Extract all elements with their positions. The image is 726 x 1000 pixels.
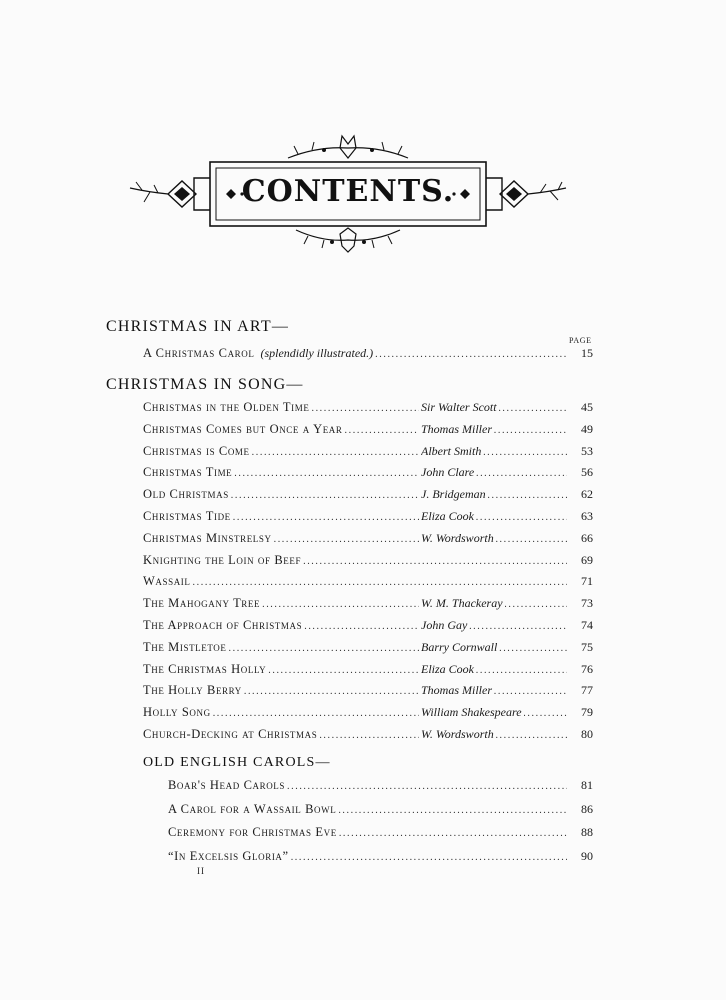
toc-entry[interactable] bbox=[143, 640, 593, 658]
author-column bbox=[421, 400, 569, 415]
entry-title: Old Christmas bbox=[143, 487, 229, 502]
entry-page: 15 bbox=[581, 346, 593, 360]
leader-dots bbox=[311, 403, 419, 414]
author-column bbox=[421, 487, 569, 502]
entry-title: The Holly Berry bbox=[143, 683, 242, 698]
toc-entry[interactable] bbox=[168, 802, 593, 820]
entry-title: Christmas in the Olden Time bbox=[143, 400, 310, 414]
leader-dots bbox=[268, 665, 419, 676]
leader-dots bbox=[233, 512, 419, 523]
folio-number: II bbox=[197, 866, 205, 876]
entry-page: 88 bbox=[581, 825, 593, 839]
entry-title: The Christmas Holly bbox=[143, 661, 267, 676]
toc-entry[interactable] bbox=[143, 509, 593, 527]
entry-author: Sir Walter Scott bbox=[421, 400, 497, 414]
leader-dots bbox=[234, 468, 419, 479]
leader-dots bbox=[476, 512, 567, 523]
entry-author: John Clare bbox=[421, 465, 475, 480]
page-column-label: PAGE bbox=[569, 336, 592, 345]
toc-entry[interactable] bbox=[143, 705, 593, 723]
author-column bbox=[421, 422, 569, 437]
entry-title: Church-Decking at Christmas bbox=[143, 727, 318, 741]
leader-dots bbox=[505, 599, 567, 610]
leader-dots bbox=[494, 425, 567, 436]
title-ornament bbox=[128, 134, 568, 254]
entry-page: 80 bbox=[581, 727, 593, 741]
leader-dots bbox=[304, 621, 419, 632]
entry-author: Eliza Cook bbox=[421, 661, 474, 676]
leader-dots bbox=[483, 447, 567, 458]
entry-page: 79 bbox=[581, 705, 593, 720]
entry-title: The Mistletoe bbox=[143, 639, 227, 654]
leader-dots bbox=[287, 781, 567, 792]
leader-dots bbox=[339, 828, 567, 839]
entry-page: 63 bbox=[581, 509, 593, 523]
author-column bbox=[421, 705, 569, 720]
toc-entry[interactable] bbox=[168, 825, 593, 843]
toc-entry[interactable] bbox=[143, 487, 593, 505]
entry-page: 62 bbox=[581, 487, 593, 502]
entry-author: William Shakespeare bbox=[421, 705, 522, 720]
leader-dots bbox=[319, 730, 419, 741]
entry-page: 76 bbox=[581, 661, 593, 676]
toc-entry[interactable] bbox=[143, 422, 593, 440]
author-column bbox=[421, 596, 569, 611]
author-column bbox=[421, 465, 569, 480]
leader-dots bbox=[231, 490, 419, 501]
leader-dots bbox=[524, 708, 567, 719]
leader-dots bbox=[262, 599, 419, 610]
entry-page: 71 bbox=[581, 574, 593, 589]
entry-title: Christmas Comes but Once a Year bbox=[143, 421, 343, 436]
toc-entry[interactable] bbox=[143, 596, 593, 614]
entry-title: Boar's Head Carols bbox=[168, 778, 286, 792]
entry-page: 81 bbox=[581, 778, 593, 792]
author-column bbox=[421, 509, 569, 524]
leader-dots bbox=[494, 686, 567, 697]
leader-dots bbox=[496, 730, 567, 741]
leader-dots bbox=[338, 805, 567, 816]
leader-dots bbox=[499, 403, 567, 414]
entry-title: “In Excelsis Gloria” bbox=[168, 848, 289, 863]
entry-author: W. Wordsworth bbox=[421, 727, 494, 741]
author-column bbox=[421, 618, 569, 633]
section-heading-carols: OLD ENGLISH CAROLS— bbox=[143, 755, 331, 770]
entry-author: Thomas Miller bbox=[421, 421, 493, 436]
section-heading-song: CHRISTMAS IN SONG— bbox=[106, 376, 304, 393]
entry-page: 77 bbox=[581, 683, 593, 698]
entry-title: A Christmas Carol bbox=[143, 346, 255, 360]
entry-note: (splendidly illustrated.) bbox=[260, 346, 374, 360]
toc-entry[interactable] bbox=[143, 662, 593, 680]
leader-dots bbox=[476, 468, 567, 479]
toc-entry[interactable] bbox=[143, 346, 593, 364]
leader-dots bbox=[229, 643, 420, 654]
toc-entry[interactable] bbox=[143, 553, 593, 571]
toc-entry[interactable] bbox=[168, 778, 593, 796]
author-column bbox=[421, 683, 569, 698]
entry-author: W. Wordsworth bbox=[421, 530, 494, 545]
entry-page: 56 bbox=[581, 465, 593, 480]
leader-dots bbox=[496, 534, 567, 545]
author-column bbox=[421, 531, 569, 546]
author-column bbox=[421, 727, 569, 742]
leader-dots bbox=[252, 447, 419, 458]
leader-dots bbox=[244, 686, 419, 697]
entry-title: Holly Song bbox=[143, 705, 211, 720]
leader-dots bbox=[303, 556, 567, 567]
entry-page: 73 bbox=[581, 596, 593, 611]
leader-dots bbox=[345, 425, 419, 436]
entry-page: 90 bbox=[581, 848, 593, 863]
entry-page: 53 bbox=[581, 443, 593, 458]
entry-page: 69 bbox=[581, 552, 593, 567]
leader-dots bbox=[193, 577, 567, 588]
toc-entry[interactable] bbox=[143, 683, 593, 701]
page-title: CONTENTS. bbox=[241, 174, 455, 209]
leader-dots bbox=[488, 490, 567, 501]
entry-author: Albert Smith bbox=[421, 443, 482, 458]
toc-entry[interactable] bbox=[143, 574, 593, 592]
author-column bbox=[421, 444, 569, 459]
toc-entry[interactable] bbox=[168, 849, 593, 867]
entry-page: 45 bbox=[581, 400, 593, 414]
entry-title: Knighting the Loin of Beef bbox=[143, 552, 302, 567]
entry-page: 86 bbox=[581, 801, 593, 816]
leader-dots bbox=[469, 621, 567, 632]
toc-entry[interactable] bbox=[143, 400, 593, 418]
leader-dots bbox=[499, 643, 567, 654]
toc-entry[interactable] bbox=[143, 618, 593, 636]
entry-title: Christmas is Come bbox=[143, 443, 250, 458]
leader-dots bbox=[375, 349, 567, 360]
toc-entry[interactable] bbox=[143, 465, 593, 483]
leader-dots bbox=[291, 852, 567, 863]
entry-author: Eliza Cook bbox=[421, 509, 474, 523]
entry-page: 75 bbox=[581, 639, 593, 654]
section-heading-art: CHRISTMAS IN ART— bbox=[106, 318, 290, 335]
author-column bbox=[421, 640, 569, 655]
toc-entry[interactable] bbox=[143, 727, 593, 745]
leader-dots bbox=[274, 534, 419, 545]
entry-title: Christmas Minstrelsy bbox=[143, 530, 272, 545]
entry-page: 49 bbox=[581, 421, 593, 436]
entry-author: Barry Cornwall bbox=[421, 639, 498, 654]
entry-page: 74 bbox=[581, 618, 593, 632]
toc-entry[interactable] bbox=[143, 531, 593, 549]
author-column bbox=[421, 662, 569, 677]
entry-author: J. Bridgeman bbox=[421, 487, 486, 502]
entry-title: A Carol for a Wassail Bowl bbox=[168, 801, 337, 816]
entry-title: Christmas Tide bbox=[143, 509, 231, 523]
leader-dots bbox=[476, 665, 567, 676]
entry-title: The Mahogany Tree bbox=[143, 596, 261, 611]
leader-dots bbox=[213, 708, 419, 719]
entry-author: W. M. Thackeray bbox=[421, 596, 503, 611]
entry-author: John Gay bbox=[421, 618, 468, 632]
entry-page: 66 bbox=[581, 530, 593, 545]
entry-title: The Approach of Christmas bbox=[143, 618, 303, 632]
toc-entry[interactable] bbox=[143, 444, 593, 462]
entry-author: Thomas Miller bbox=[421, 683, 493, 698]
entry-title: Wassail bbox=[143, 574, 191, 589]
entry-title: Christmas Time bbox=[143, 465, 233, 480]
entry-title: Ceremony for Christmas Eve bbox=[168, 825, 337, 839]
